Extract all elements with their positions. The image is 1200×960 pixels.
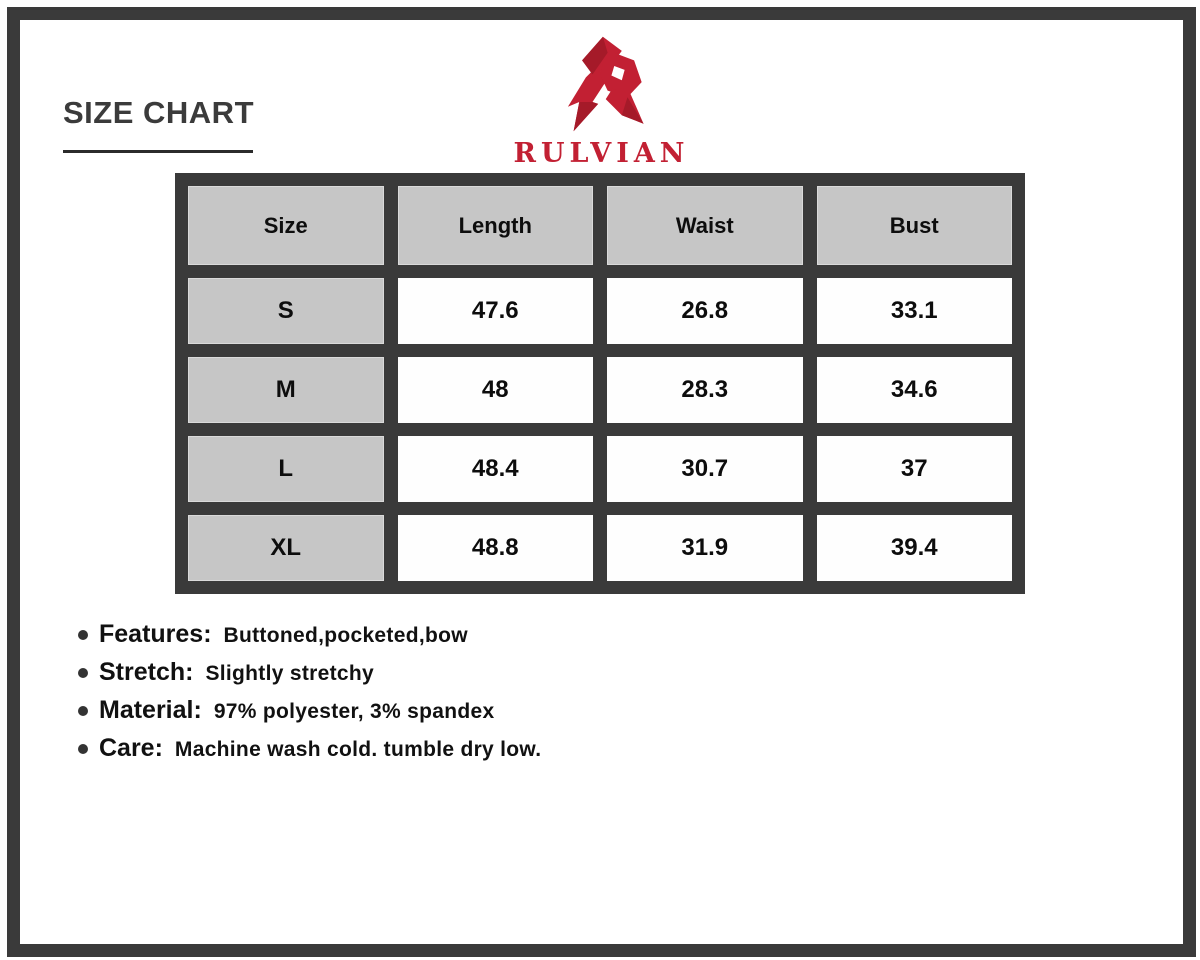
bullet-icon — [78, 630, 88, 640]
value-cell: 48.8 — [398, 515, 594, 581]
table-row — [188, 278, 1012, 344]
value-cell: 47.6 — [398, 278, 594, 344]
value-cell: 48.4 — [398, 436, 594, 502]
page-title: SIZE CHART — [63, 95, 254, 130]
value-cell: 39.4 — [817, 515, 1013, 581]
detail-label: Material: — [99, 696, 202, 724]
table-header-cell: Bust — [817, 186, 1013, 265]
detail-line — [78, 734, 541, 763]
table-header-cell: Size — [188, 186, 384, 265]
table-row — [188, 357, 1012, 423]
table-row — [188, 436, 1012, 502]
bullet-icon — [78, 706, 88, 716]
size-cell: L — [188, 436, 384, 502]
table-row — [188, 515, 1012, 581]
bullet-icon — [78, 744, 88, 754]
brand-name: RULVIAN — [513, 138, 690, 169]
details-list — [78, 620, 541, 763]
page-frame — [7, 7, 1196, 957]
bullet-icon — [78, 668, 88, 678]
value-cell: 34.6 — [817, 357, 1013, 423]
value-cell: 48 — [398, 357, 594, 423]
table-header-cell: Waist — [607, 186, 803, 265]
detail-label: Features: — [99, 620, 212, 648]
detail-value: Buttoned,pocketed,bow — [223, 624, 468, 647]
detail-line — [78, 696, 541, 725]
value-cell: 30.7 — [607, 436, 803, 502]
detail-line — [78, 620, 541, 649]
detail-value: Slightly stretchy — [205, 662, 374, 685]
brand-r-icon — [553, 32, 649, 136]
brand-logo — [514, 32, 690, 169]
value-cell: 28.3 — [607, 357, 803, 423]
title-block — [63, 95, 254, 153]
detail-value: 97% polyester, 3% spandex — [213, 700, 495, 723]
size-chart-table — [175, 173, 1025, 594]
title-underline — [63, 150, 253, 153]
table-header-row — [188, 186, 1012, 265]
value-cell: 26.8 — [607, 278, 803, 344]
detail-label: Stretch: — [99, 658, 194, 686]
table-header-cell: Length — [398, 186, 594, 265]
detail-value: Machine wash cold. tumble dry low. — [174, 738, 542, 761]
value-cell: 37 — [817, 436, 1013, 502]
size-cell: M — [188, 357, 384, 423]
detail-label: Care: — [99, 734, 163, 762]
value-cell: 33.1 — [817, 278, 1013, 344]
value-cell: 31.9 — [607, 515, 803, 581]
size-cell: XL — [188, 515, 384, 581]
detail-line — [78, 658, 541, 687]
size-cell: S — [188, 278, 384, 344]
